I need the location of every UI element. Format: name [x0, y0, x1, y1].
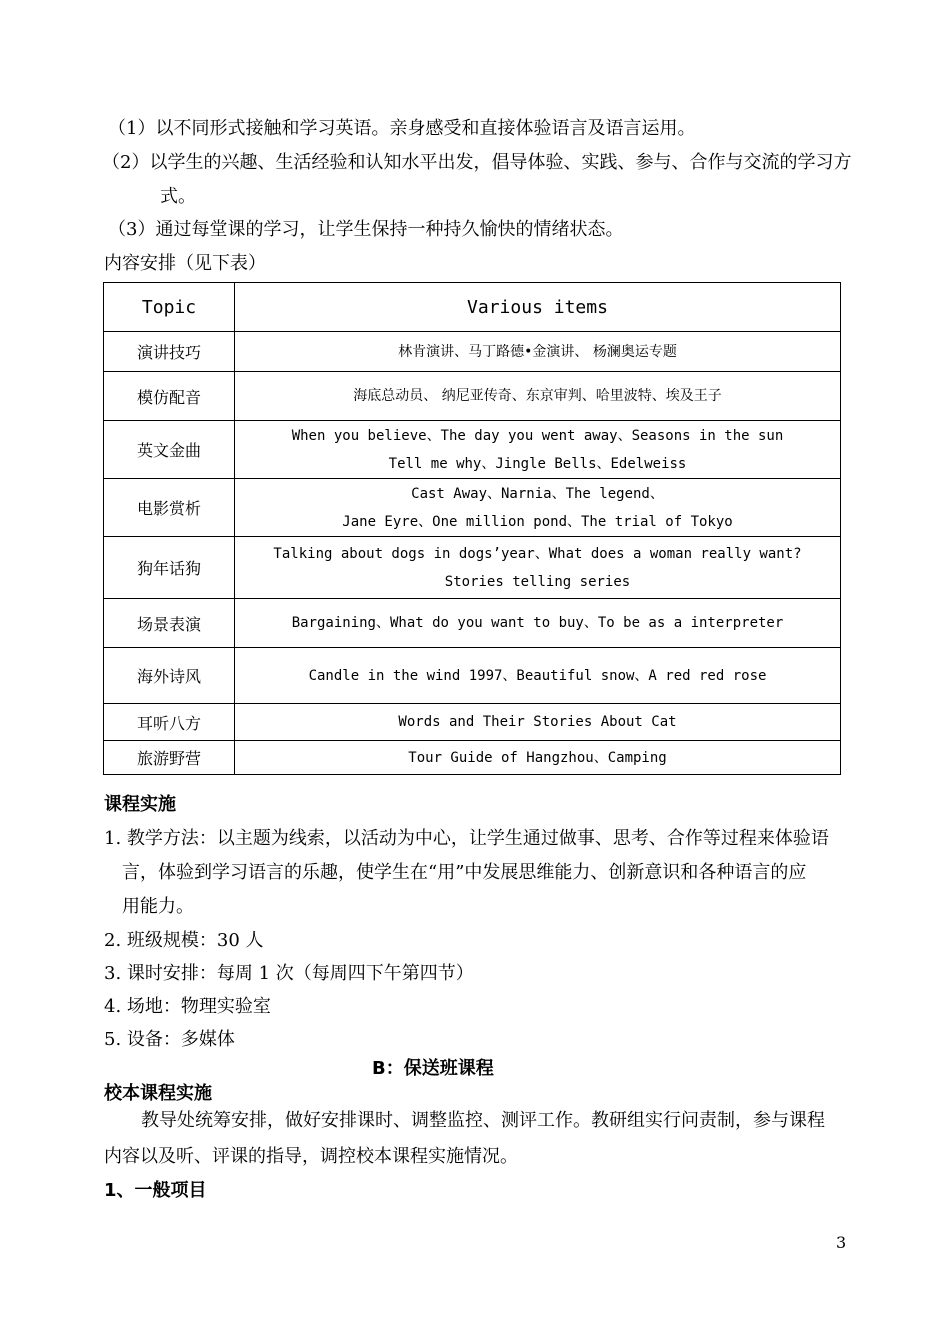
row-items-line: Cast Away、Narnia、The legend、: [411, 485, 664, 502]
row-items-line: Talking about dogs in dogs’year、What does a woman really want?: [273, 545, 802, 562]
goal-2: （2）以学生的兴趣、生活经验和认知水平出发，倡导体验、实践、参与、合作与交流的学习方: [102, 152, 852, 173]
table-row: [104, 741, 841, 775]
row-items: [235, 537, 841, 599]
header-topic: Topic: [104, 283, 235, 332]
row-items-line: 林肯演讲、马丁路德•金演讲、 杨澜奥运专题: [398, 343, 677, 360]
row-topic: 电影赏析: [104, 479, 235, 537]
goal-2-cont: 式。: [160, 186, 196, 207]
implementation-line: 5. 设备：多媒体: [104, 1029, 235, 1050]
row-items-line: When you believe、The day you went away、Seasons in the sun: [291, 427, 784, 444]
row-items: [235, 421, 841, 479]
table-row: [104, 648, 841, 704]
implementation-line: 用能力。: [122, 896, 194, 917]
row-topic: 场景表演: [104, 599, 235, 648]
row-topic: 模仿配音: [104, 372, 235, 421]
table-row: [104, 421, 841, 479]
row-items: [235, 741, 841, 775]
section-b-subheading: 校本课程实施: [104, 1083, 212, 1104]
row-items-line: Jane Eyre、One million pond、The trial of Tokyo: [342, 513, 733, 530]
row-topic: 海外诗风: [104, 648, 235, 704]
goal-1: （1）以不同形式接触和学习英语。亲身感受和直接体验语言及语言运用。: [108, 118, 696, 139]
table-header-row: [104, 283, 841, 332]
implementation-line: 1. 教学方法：以主题为线索，以活动为中心，让学生通过做事、思考、合作等过程来体验语: [104, 828, 829, 849]
row-items-line: Words and Their Stories About Cat: [398, 714, 677, 730]
row-items: [235, 704, 841, 741]
implementation-heading: 课程实施: [104, 794, 176, 815]
page-number: 3: [836, 1233, 847, 1252]
row-items-line: Bargaining、What do you want to buy、To be as a interpreter: [291, 615, 784, 631]
implementation-line: 言，体验到学习语言的乐趣，使学生在“用”中发展思维能力、创新意识和各种语言的应: [122, 862, 807, 883]
row-topic: 演讲技巧: [104, 332, 235, 372]
row-items: [235, 599, 841, 648]
content-table: [103, 282, 841, 775]
table-row: [104, 479, 841, 537]
row-topic: 耳听八方: [104, 704, 235, 741]
table-row: [104, 599, 841, 648]
row-items-line: Tour Guide of Hangzhou、Camping: [408, 749, 667, 766]
table-row: [104, 537, 841, 599]
row-items: [235, 372, 841, 421]
row-topic: 旅游野营: [104, 741, 235, 775]
section-b-paragraph-line: 教导处统筹安排，做好安排课时、调整监控、测评工作。教研组实行问责制，参与课程: [141, 1110, 825, 1131]
implementation-line: 3. 课时安排：每周 1 次（每周四下午第四节）: [104, 963, 474, 984]
goal-3: （3）通过每堂课的学习，让学生保持一种持久愉快的情绪状态。: [108, 219, 624, 240]
section-b-paragraph-line: 内容以及听、评课的指导，调控校本课程实施情况。: [104, 1146, 518, 1167]
row-topic: 狗年话狗: [104, 537, 235, 599]
row-items: [235, 479, 841, 537]
row-topic: 英文金曲: [104, 421, 235, 479]
table-row: [104, 704, 841, 741]
row-items: [235, 648, 841, 704]
row-items-line: Candle in the wind 1997、Beautiful snow、A red red rose: [308, 667, 767, 684]
content-heading: 内容安排（见下表）: [104, 253, 266, 274]
section-b-item-1: 1、一般项目: [104, 1180, 207, 1201]
implementation-line: 2. 班级规模：30 人: [104, 930, 264, 951]
row-items: [235, 332, 841, 372]
row-items-line: Tell me why、Jingle Bells、Edelweiss: [388, 455, 687, 472]
header-items: Various items: [235, 283, 841, 332]
table-row: [104, 372, 841, 421]
table-row: [104, 332, 841, 372]
row-items-line: 海底总动员、 纳尼亚传奇、东京审判、哈里波特、埃及王子: [353, 388, 722, 404]
implementation-line: 4. 场地：物理实验室: [104, 996, 271, 1017]
row-items-line: Stories telling series: [444, 573, 631, 590]
section-b-title: B：保送班课程: [372, 1058, 494, 1079]
